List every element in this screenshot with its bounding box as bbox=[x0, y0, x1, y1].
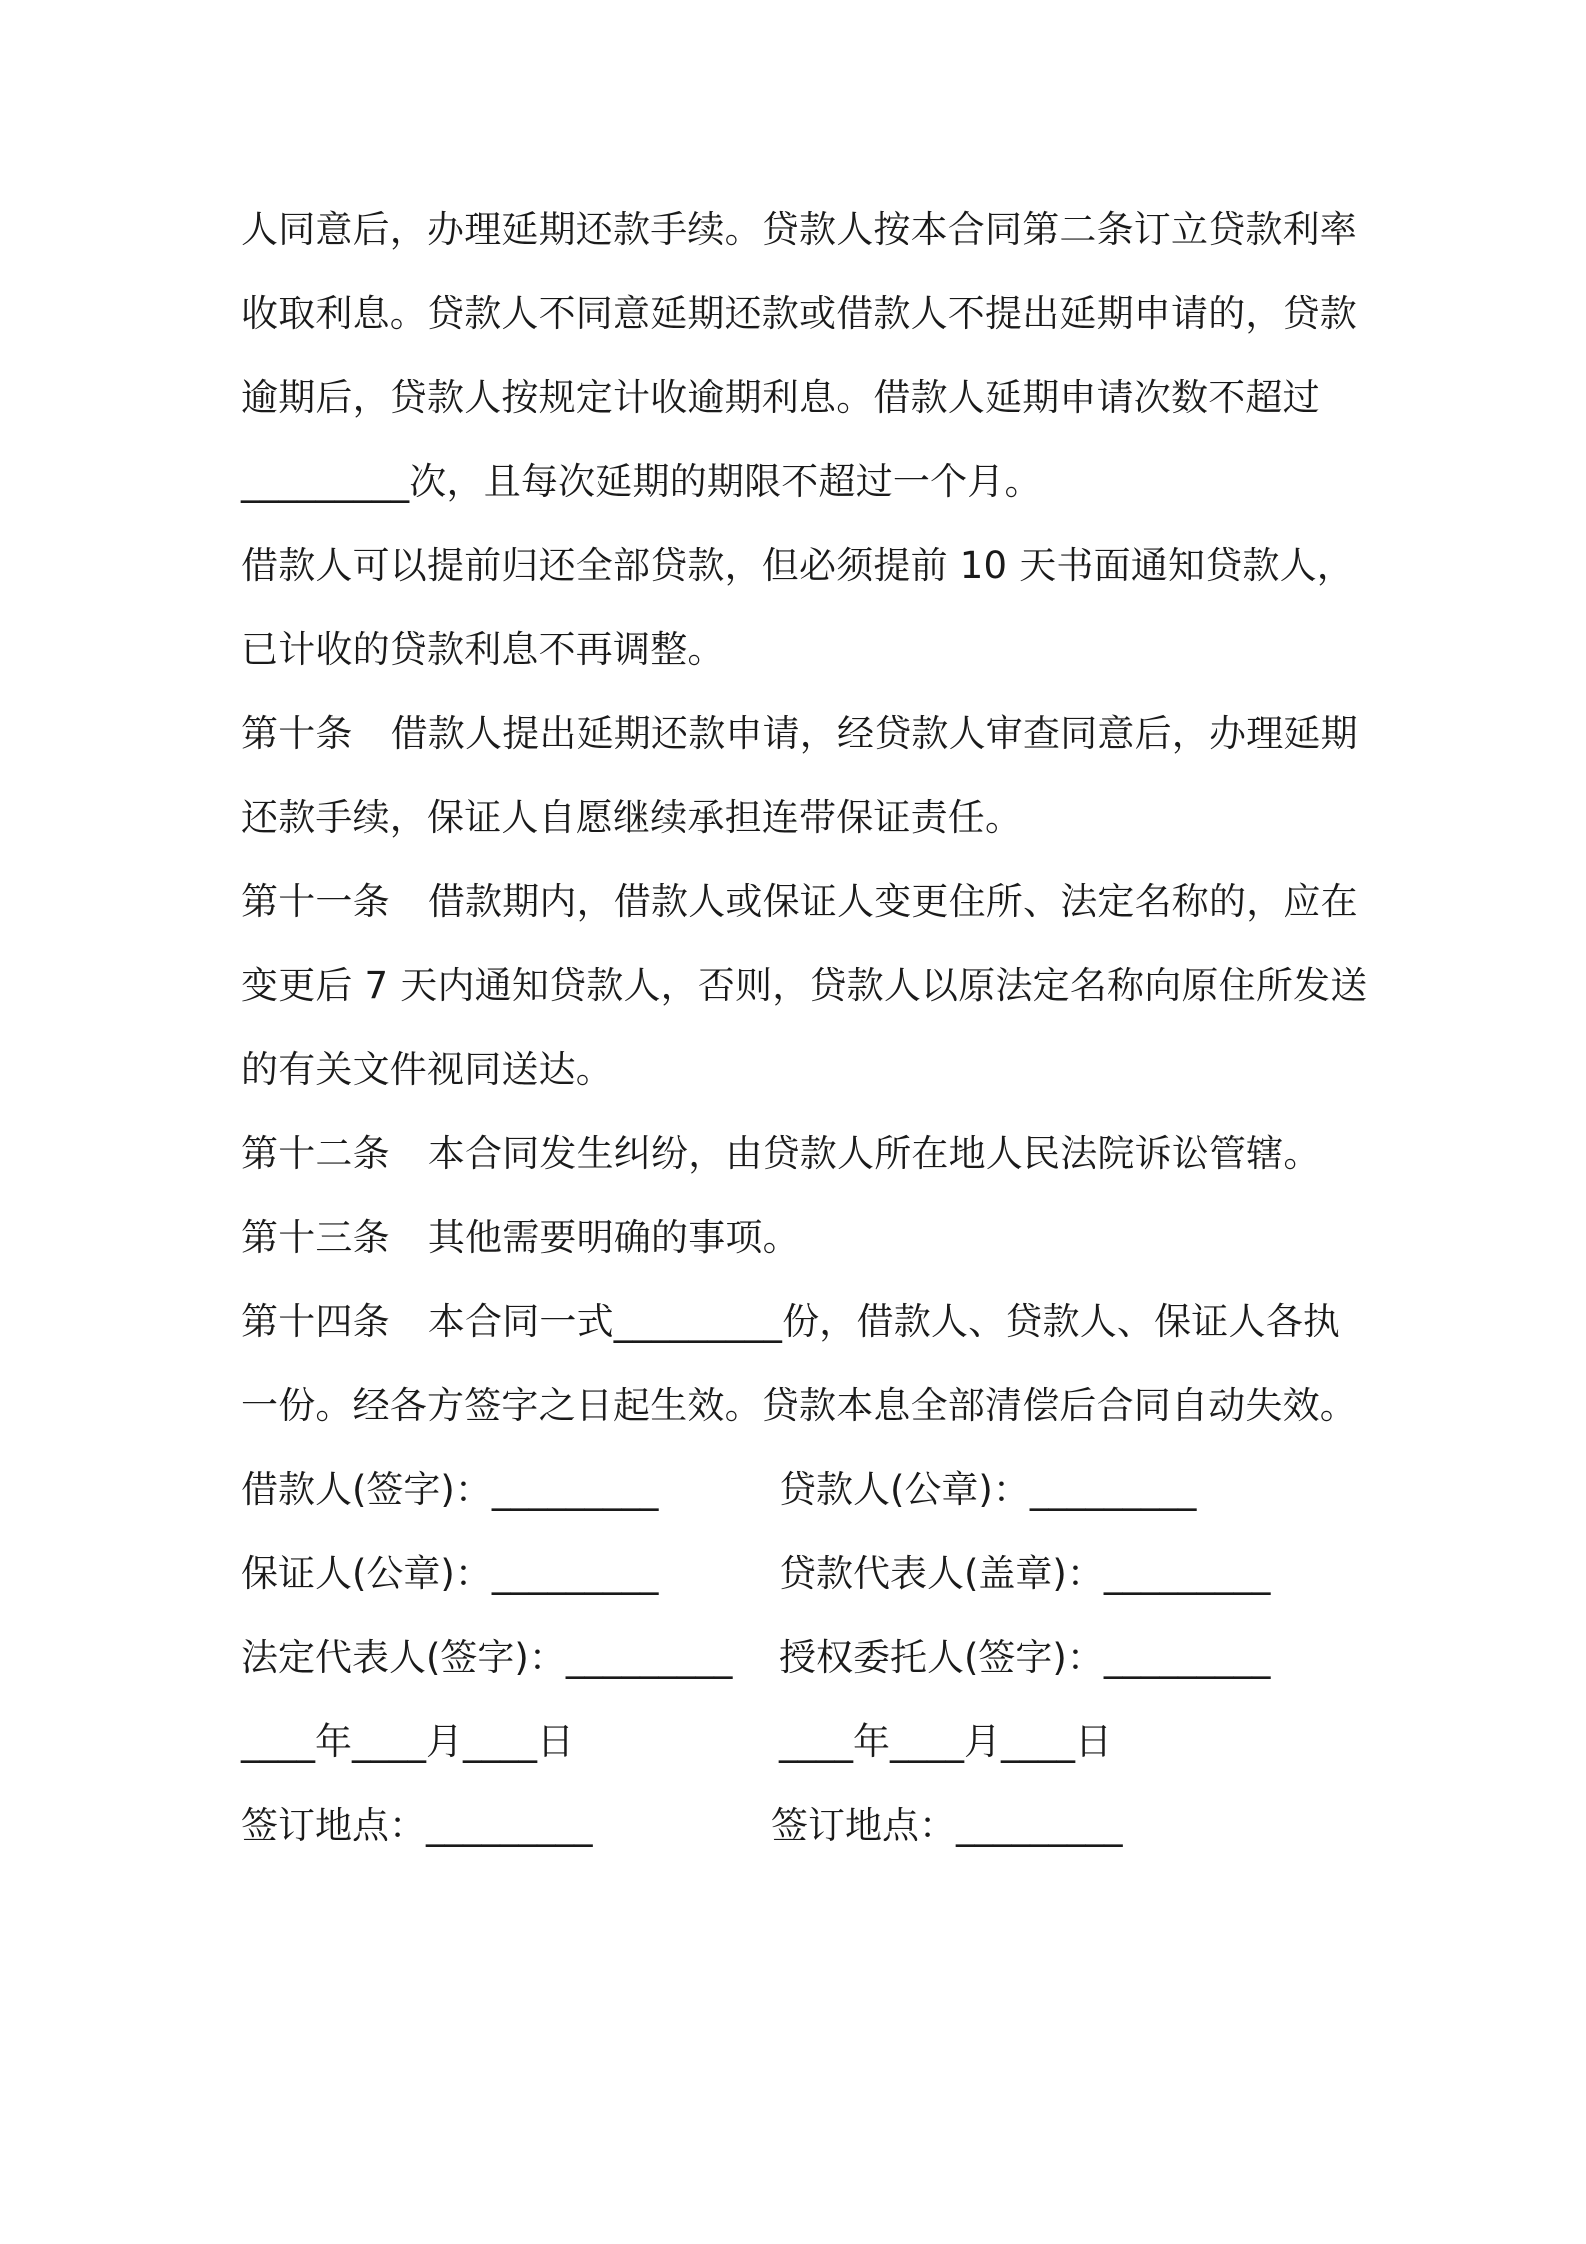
article-text: 借款人提出延期还款申请，经贷款人审查同意后，办理延期 bbox=[390, 712, 1358, 755]
body-line: 已计收的贷款利息不再调整。 bbox=[241, 628, 725, 671]
signature-date-left: ____年____月____日 bbox=[241, 1720, 574, 1763]
body-line: 逾期后，贷款人按规定计收逾期利息。借款人延期申请次数不超过 bbox=[241, 376, 1320, 419]
article-text-line: 的有关文件视同送达。 bbox=[241, 1048, 613, 1091]
document-content bbox=[241, 198, 1368, 1878]
article-text: 其他需要明确的事项。 bbox=[427, 1216, 800, 1259]
article-10 bbox=[241, 702, 1361, 786]
signature-row bbox=[241, 1458, 1361, 1542]
article-13 bbox=[241, 1206, 1361, 1290]
signing-place-right: 签订地点：_________ bbox=[771, 1804, 1123, 1847]
article-text: 本合同一式_________份，借款人、贷款人、保证人各执 bbox=[427, 1300, 1341, 1343]
article-text: 借款期内，借款人或保证人变更住所、法定名称的，应在 bbox=[427, 880, 1358, 923]
article-number: 第十三条 bbox=[241, 1216, 390, 1259]
signature-date-right: ____年____月____日 bbox=[779, 1720, 1112, 1763]
article-text: 本合同发生纠纷，由贷款人所在地人民法院诉讼管辖。 bbox=[427, 1132, 1321, 1175]
article-14 bbox=[241, 1290, 1361, 1374]
signature-field-guarantor: 保证人(公章)：_________ bbox=[241, 1552, 659, 1595]
article-11 bbox=[241, 870, 1361, 954]
body-line: _________次，且每次延期的期限不超过一个月。 bbox=[241, 460, 1042, 503]
article-text-line: 变更后 7 天内通知贷款人，否则，贷款人以原法定名称向原住所发送 bbox=[241, 964, 1368, 1007]
signature-row bbox=[241, 1542, 1361, 1626]
body-line: 人同意后，办理延期还款手续。贷款人按本合同第二条订立贷款利率 bbox=[241, 208, 1357, 251]
article-number: 第十条 bbox=[241, 712, 353, 755]
signing-place-left: 签订地点：_________ bbox=[241, 1804, 593, 1847]
article-number: 第十四条 bbox=[241, 1300, 390, 1343]
signature-date-row bbox=[241, 1710, 1361, 1794]
body-line: 借款人可以提前归还全部贷款，但必须提前 10 天书面通知贷款人， bbox=[241, 544, 1355, 587]
body-line: 收取利息。贷款人不同意延期还款或借款人不提出延期申请的，贷款 bbox=[241, 292, 1357, 335]
signature-field-authorized-agent: 授权委托人(签字)：_________ bbox=[779, 1636, 1271, 1679]
article-text-line: 还款手续，保证人自愿继续承担连带保证责任。 bbox=[241, 796, 1023, 839]
signature-field-lender: 贷款人(公章)：_________ bbox=[779, 1468, 1197, 1511]
article-number: 第十一条 bbox=[241, 880, 390, 923]
signature-field-lender-representative: 贷款代表人(盖章)：_________ bbox=[779, 1552, 1271, 1595]
article-text-line: 一份。经各方签字之日起生效。贷款本息全部清偿后合同自动失效。 bbox=[241, 1384, 1357, 1427]
signature-place-row bbox=[241, 1794, 1361, 1878]
signature-row bbox=[241, 1626, 1361, 1710]
article-number: 第十二条 bbox=[241, 1132, 390, 1175]
signature-field-legal-representative: 法定代表人(签字)：_________ bbox=[241, 1636, 733, 1679]
article-12 bbox=[241, 1122, 1361, 1206]
signature-field-borrower: 借款人(签字)：_________ bbox=[241, 1468, 659, 1511]
